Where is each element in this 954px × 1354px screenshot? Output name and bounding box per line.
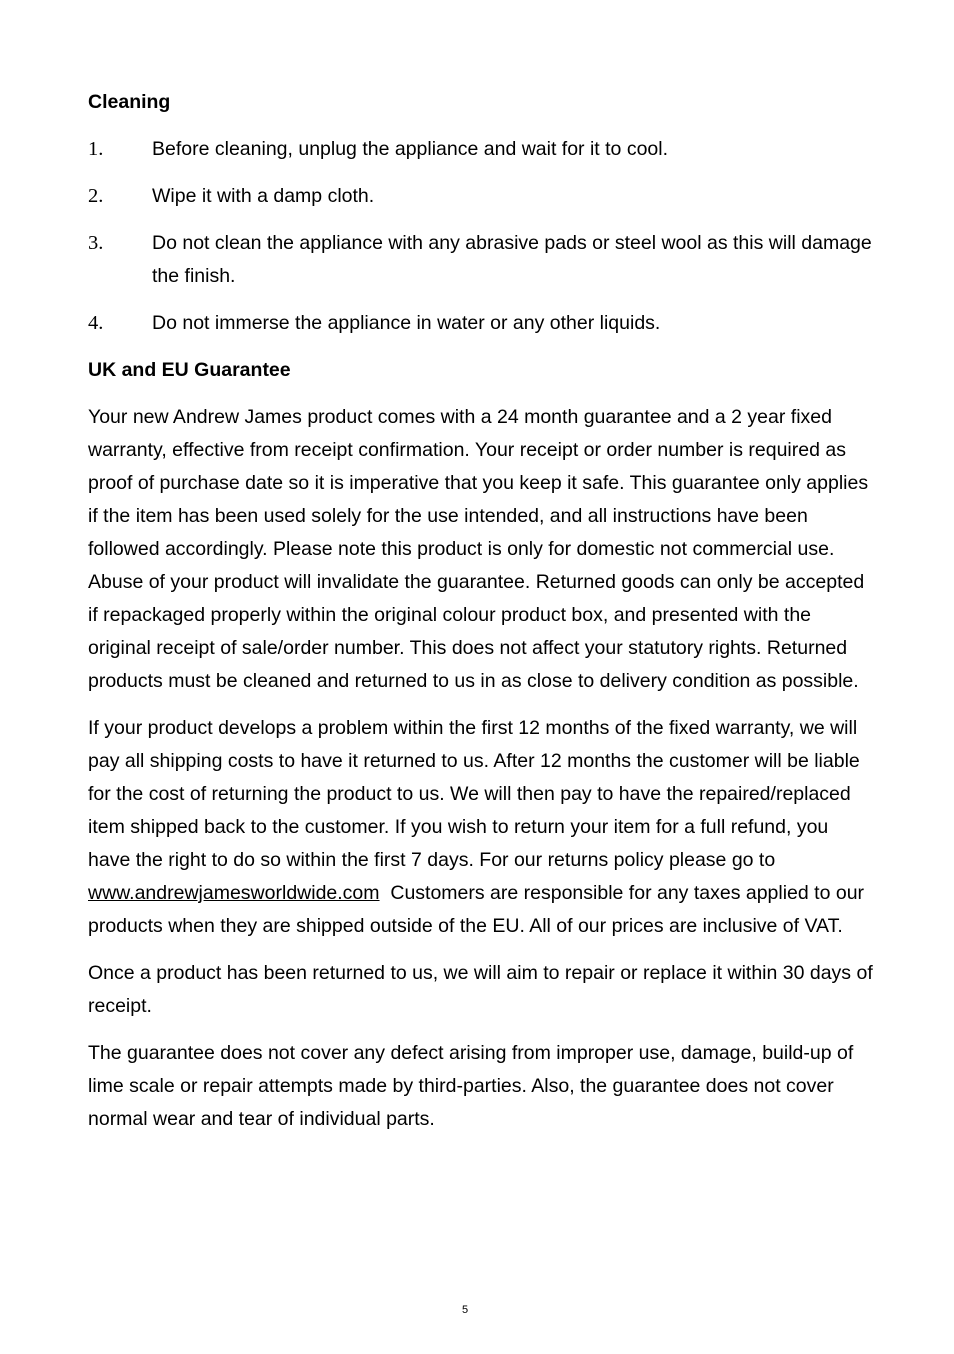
- paragraph-text-after-link: Customers are responsible for any taxes applied to our products when they are shipped outside of the EU. All of our prices are inclusive of VAT.: [88, 882, 870, 937]
- cleaning-list: [88, 133, 873, 340]
- list-text: Do not clean the appliance with any abrasive pads or steel wool as this will damage the finish.: [152, 232, 872, 287]
- cleaning-heading: Cleaning: [88, 91, 171, 113]
- list-text: Do not immerse the appliance in water or any other liquids.: [152, 312, 661, 334]
- guarantee-paragraph-2: [88, 712, 873, 943]
- returns-policy-link[interactable]: www.andrewjamesworldwide.com: [88, 882, 380, 904]
- list-number: 2.: [88, 185, 104, 207]
- guarantee-paragraph-4: The guarantee does not cover any defect arising from improper use, damage, build-up of lime scale or repair attempts made by third-parties. Also, the guarantee does not cover normal wear and tear of individual parts.: [88, 1042, 854, 1130]
- guarantee-paragraph-1: Your new Andrew James product comes with a 24 month guarantee and a 2 year fixed warranty, effective from receipt confirmation. Your receipt or order number is required as proof of purchase date so it is imperative that you keep it safe. This guarantee only applies if the item has been used solely for the use intended, and all instructions have been followed accordingly. Please note this product is only for domestic not commercial use. Abuse of your product will invalidate the guarantee. Returned goods can only be accepted if repackaged properly within the original colour product box, and presented with the original receipt of sale/order number. This does not affect your statutory rights. Returned products must be cleaned and returned to us in as close to delivery condition as possible.: [88, 406, 869, 692]
- list-number: 3.: [88, 232, 104, 254]
- document-page: [88, 86, 873, 1150]
- guarantee-heading: UK and EU Guarantee: [88, 359, 291, 381]
- page-number: 5: [461, 1304, 469, 1316]
- list-number: 4.: [88, 312, 104, 334]
- list-text: Before cleaning, unplug the appliance and wait for it to cool.: [152, 138, 669, 160]
- list-item: [88, 133, 873, 166]
- paragraph-text-before-link: If your product develops a problem within the first 12 months of the fixed warranty, we will pay all shipping costs to have it returned to us. After 12 months the customer will be liable for the cost of returning the product to us. We will then pay to have the repaired/replaced item shipped back to the customer. If you wish to return your item for a full refund, you have the right to do so within the first 7 days. For our returns policy please go to: [88, 717, 860, 871]
- list-item: [88, 227, 873, 293]
- guarantee-paragraph-3: Once a product has been returned to us, we will aim to repair or replace it within 30 days of receipt.: [88, 962, 873, 1017]
- list-text: Wipe it with a damp cloth.: [152, 185, 375, 207]
- list-number: 1.: [88, 138, 104, 160]
- list-item: [88, 307, 873, 340]
- list-item: [88, 180, 873, 213]
